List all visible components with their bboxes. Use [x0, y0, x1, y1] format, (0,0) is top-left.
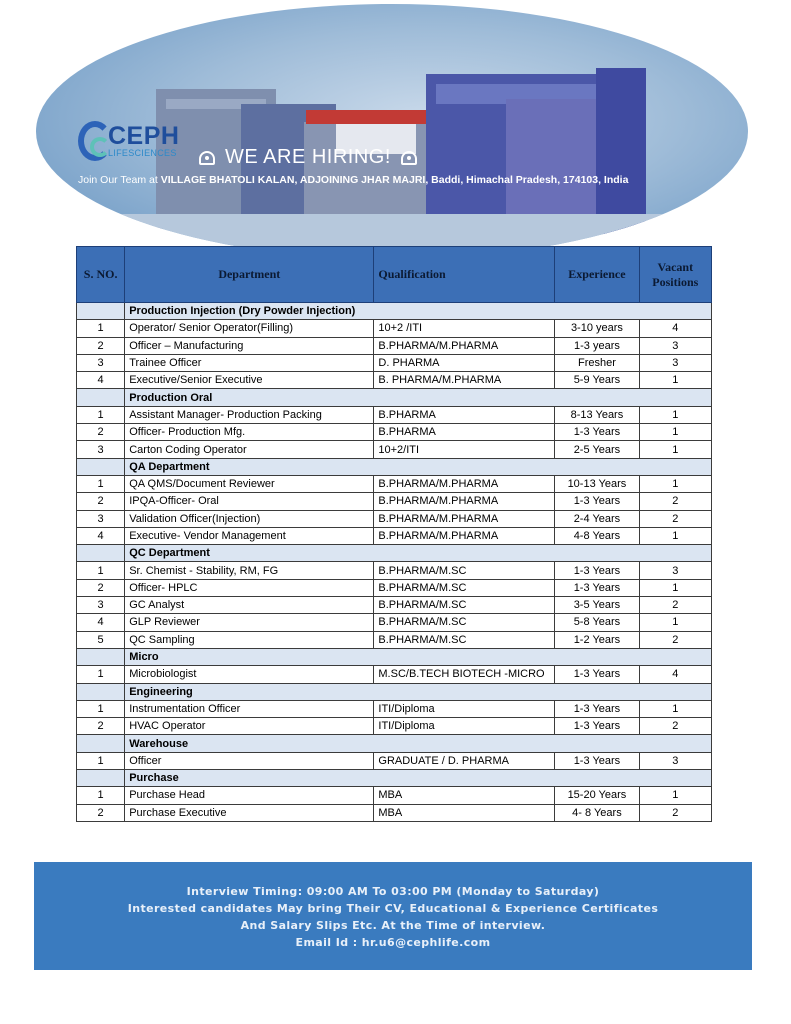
cell-qualification: B.PHARMA: [374, 406, 555, 423]
table-row: [77, 631, 712, 648]
cell-experience: 1-3 Years: [555, 752, 639, 769]
section-title: Engineering: [125, 683, 712, 700]
interview-timing: Interview Timing: 09:00 AM To 03:00 PM (Monday to Saturday): [186, 885, 600, 898]
cell-vacant: 1: [639, 372, 711, 389]
section-title: QA Department: [125, 458, 712, 475]
cell-sno: 2: [77, 579, 125, 596]
cell-qualification: B.PHARMA/M.SC: [374, 597, 555, 614]
cell-experience: 4-8 Years: [555, 527, 639, 544]
cell-sno: 5: [77, 631, 125, 648]
cell-qualification: 10+2/ITI: [374, 441, 555, 458]
cell-vacant: 1: [639, 424, 711, 441]
cell-sno: 2: [77, 424, 125, 441]
table-row: [77, 562, 712, 579]
section-row: [77, 683, 712, 700]
table-row: [77, 614, 712, 631]
cell-vacant: 3: [639, 354, 711, 371]
cell-department: Officer – Manufacturing: [125, 337, 374, 354]
cell-experience: 10-13 Years: [555, 475, 639, 492]
section-title: QC Department: [125, 545, 712, 562]
cell-qualification: MBA: [374, 787, 555, 804]
cell-qualification: M.SC/B.TECH BIOTECH -MICRO: [374, 666, 555, 683]
cell-sno: 2: [77, 493, 125, 510]
cell-qualification: B.PHARMA/M.SC: [374, 631, 555, 648]
section-sno-cell: [77, 545, 125, 562]
cell-vacant: 1: [639, 475, 711, 492]
logo-tagline: LIFESCIENCES: [108, 148, 177, 158]
cell-sno: 1: [77, 752, 125, 769]
siren-icon: [401, 151, 417, 165]
company-address: VILLAGE BHATOLI KALAN, ADJOINING JHAR MAJRI, Baddi, Himachal Pradesh, 174103, India: [160, 174, 629, 186]
table-row: [77, 372, 712, 389]
cell-sno: 3: [77, 354, 125, 371]
cell-department: Purchase Executive: [125, 804, 374, 821]
company-logo: [78, 121, 179, 161]
table-row: [77, 337, 712, 354]
table-row: [77, 579, 712, 596]
section-sno-cell: [77, 770, 125, 787]
section-sno-cell: [77, 303, 125, 320]
cell-department: GLP Reviewer: [125, 614, 374, 631]
cell-experience: 1-3 Years: [555, 424, 639, 441]
cell-qualification: GRADUATE / D. PHARMA: [374, 752, 555, 769]
section-row: [77, 303, 712, 320]
header-sno: S. NO.: [77, 247, 125, 303]
cell-sno: 1: [77, 666, 125, 683]
table-row: [77, 406, 712, 423]
cell-vacant: 1: [639, 614, 711, 631]
cell-department: Sr. Chemist - Stability, RM, FG: [125, 562, 374, 579]
join-address-line: [78, 174, 628, 186]
cell-sno: 2: [77, 718, 125, 735]
section-row: [77, 545, 712, 562]
cell-qualification: ITI/Diploma: [374, 700, 555, 717]
section-title: Warehouse: [125, 735, 712, 752]
cell-department: Operator/ Senior Operator(Filling): [125, 320, 374, 337]
cell-sno: 4: [77, 614, 125, 631]
cell-department: QA QMS/Document Reviewer: [125, 475, 374, 492]
cell-department: Officer- Production Mfg.: [125, 424, 374, 441]
table-row: [77, 441, 712, 458]
header-experience: Experience: [555, 247, 639, 303]
section-row: [77, 648, 712, 665]
table-row: [77, 475, 712, 492]
cell-vacant: 1: [639, 579, 711, 596]
join-prefix: Join Our Team at: [78, 174, 161, 186]
table-row: [77, 752, 712, 769]
cell-vacant: 3: [639, 752, 711, 769]
cell-department: Officer- HPLC: [125, 579, 374, 596]
section-sno-cell: [77, 648, 125, 665]
cell-vacant: 1: [639, 527, 711, 544]
cell-experience: 3-5 Years: [555, 597, 639, 614]
cell-experience: 3-10 years: [555, 320, 639, 337]
cell-department: Instrumentation Officer: [125, 700, 374, 717]
cell-experience: 1-3 Years: [555, 666, 639, 683]
cell-qualification: D. PHARMA: [374, 354, 555, 371]
cell-sno: 1: [77, 406, 125, 423]
cell-department: Microbiologist: [125, 666, 374, 683]
section-title: Production Injection (Dry Powder Injection): [125, 303, 712, 320]
cell-department: Officer: [125, 752, 374, 769]
cell-department: Purchase Head: [125, 787, 374, 804]
cell-experience: 5-9 Years: [555, 372, 639, 389]
candidate-instructions: Interested candidates May bring Their CV, Educational & Experience Certificates: [127, 902, 659, 915]
section-title: Production Oral: [125, 389, 712, 406]
cell-qualification: ITI/Diploma: [374, 718, 555, 735]
cell-vacant: 4: [639, 320, 711, 337]
cell-department: HVAC Operator: [125, 718, 374, 735]
cell-experience: 8-13 Years: [555, 406, 639, 423]
table-row: [77, 804, 712, 821]
cell-sno: 1: [77, 700, 125, 717]
cell-experience: 1-3 Years: [555, 562, 639, 579]
cell-qualification: B.PHARMA/M.SC: [374, 562, 555, 579]
table-row: [77, 354, 712, 371]
cell-qualification: B.PHARMA/M.PHARMA: [374, 337, 555, 354]
cell-qualification: B.PHARMA/M.PHARMA: [374, 493, 555, 510]
cell-qualification: MBA: [374, 804, 555, 821]
cell-department: Carton Coding Operator: [125, 441, 374, 458]
table-row: [77, 787, 712, 804]
cell-vacant: 1: [639, 787, 711, 804]
siren-icon: [199, 151, 215, 165]
table-row: [77, 510, 712, 527]
cell-experience: 1-3 years: [555, 337, 639, 354]
cell-sno: 4: [77, 527, 125, 544]
cell-sno: 1: [77, 320, 125, 337]
cell-department: Executive- Vendor Management: [125, 527, 374, 544]
cell-experience: 1-3 Years: [555, 493, 639, 510]
cell-vacant: 1: [639, 700, 711, 717]
cell-experience: 1-3 Years: [555, 718, 639, 735]
section-sno-cell: [77, 683, 125, 700]
cell-experience: 4- 8 Years: [555, 804, 639, 821]
section-row: [77, 458, 712, 475]
table-header-row: [77, 247, 712, 303]
cell-vacant: 2: [639, 804, 711, 821]
cell-department: Executive/Senior Executive: [125, 372, 374, 389]
cell-experience: 5-8 Years: [555, 614, 639, 631]
cell-experience: Fresher: [555, 354, 639, 371]
table-row: [77, 424, 712, 441]
cell-sno: 3: [77, 441, 125, 458]
table-body: [77, 303, 712, 822]
header-department: Department: [125, 247, 374, 303]
table-row: [77, 718, 712, 735]
cell-department: Trainee Officer: [125, 354, 374, 371]
cell-vacant: 2: [639, 718, 711, 735]
table-row: [77, 597, 712, 614]
cell-qualification: B.PHARMA/M.PHARMA: [374, 510, 555, 527]
table-row: [77, 666, 712, 683]
logo-mark-icon: [78, 121, 112, 161]
section-sno-cell: [77, 389, 125, 406]
cell-vacant: 2: [639, 493, 711, 510]
cell-qualification: B.PHARMA: [374, 424, 555, 441]
cell-department: QC Sampling: [125, 631, 374, 648]
cell-qualification: B. PHARMA/M.PHARMA: [374, 372, 555, 389]
cell-experience: 2-5 Years: [555, 441, 639, 458]
cell-sno: 1: [77, 475, 125, 492]
cell-experience: 2-4 Years: [555, 510, 639, 527]
header-qualification: Qualification: [374, 247, 555, 303]
cell-sno: 3: [77, 510, 125, 527]
cell-vacant: 1: [639, 406, 711, 423]
table-row: [77, 493, 712, 510]
section-row: [77, 770, 712, 787]
cell-qualification: B.PHARMA/M.SC: [374, 579, 555, 596]
vacancy-table: [76, 246, 712, 822]
cell-department: GC Analyst: [125, 597, 374, 614]
section-sno-cell: [77, 458, 125, 475]
cell-sno: 1: [77, 562, 125, 579]
section-title: Purchase: [125, 770, 712, 787]
cell-experience: 1-3 Years: [555, 579, 639, 596]
cell-experience: 15-20 Years: [555, 787, 639, 804]
footer-banner: [34, 862, 752, 970]
candidate-instructions-cont: And Salary Slips Etc. At the Time of interview.: [240, 919, 546, 932]
cell-vacant: 4: [639, 666, 711, 683]
hiring-banner: [189, 146, 427, 169]
cell-qualification: B.PHARMA/M.PHARMA: [374, 475, 555, 492]
cell-sno: 3: [77, 597, 125, 614]
cell-vacant: 3: [639, 562, 711, 579]
cell-qualification: B.PHARMA/M.PHARMA: [374, 527, 555, 544]
cell-vacant: 2: [639, 631, 711, 648]
cell-sno: 1: [77, 787, 125, 804]
logo-name: CEPH: [108, 122, 180, 150]
cell-department: Validation Officer(Injection): [125, 510, 374, 527]
cell-vacant: 3: [639, 337, 711, 354]
cell-experience: 1-3 Years: [555, 700, 639, 717]
hiring-title: WE ARE HIRING!: [225, 146, 391, 168]
cell-qualification: 10+2 /ITI: [374, 320, 555, 337]
section-row: [77, 735, 712, 752]
cell-sno: 4: [77, 372, 125, 389]
table-row: [77, 320, 712, 337]
contact-email[interactable]: Email Id : hr.u6@cephlife.com: [295, 936, 491, 949]
header-vacant-positions: Vacant Positions: [639, 247, 711, 303]
cell-vacant: 2: [639, 597, 711, 614]
table-row: [77, 700, 712, 717]
table-row: [77, 527, 712, 544]
cell-sno: 2: [77, 337, 125, 354]
cell-department: IPQA-Officer- Oral: [125, 493, 374, 510]
cell-sno: 2: [77, 804, 125, 821]
cell-vacant: 1: [639, 441, 711, 458]
section-row: [77, 389, 712, 406]
section-title: Micro: [125, 648, 712, 665]
section-sno-cell: [77, 735, 125, 752]
cell-vacant: 2: [639, 510, 711, 527]
cell-qualification: B.PHARMA/M.SC: [374, 614, 555, 631]
cell-department: Assistant Manager- Production Packing: [125, 406, 374, 423]
cell-experience: 1-2 Years: [555, 631, 639, 648]
